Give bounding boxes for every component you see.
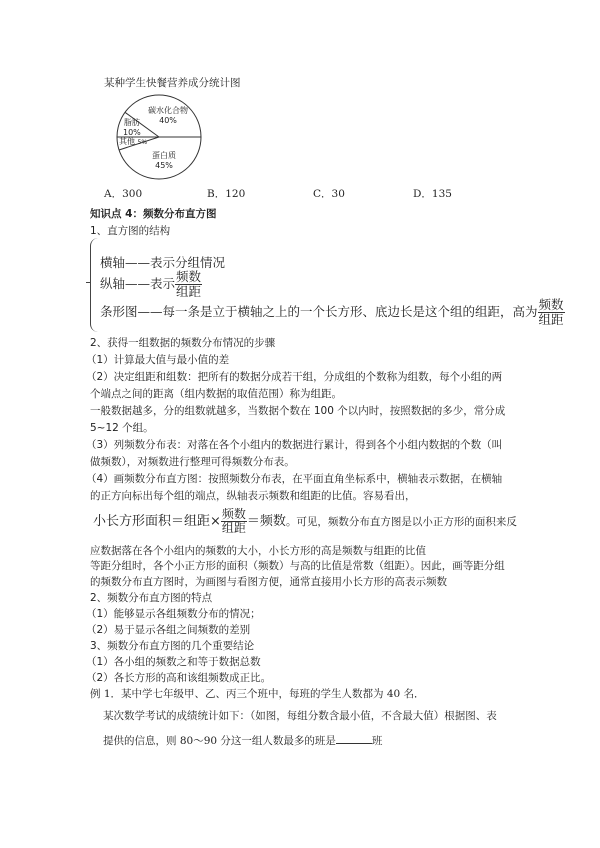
fraction <box>175 270 202 299</box>
s2-title: 2、获得一组数据的频数分布情况的步骤 <box>90 337 276 349</box>
s2-step3-line1: （3）列频数分布表：对落在各个小组内的数据进行累计，得到各个小组内数据的个数（叫 <box>86 439 503 451</box>
para-line3: 的频数分布直方图时，为画图与看图方便，通常直接用小长方形的高表示频数 <box>90 576 447 588</box>
fraction-numerator: 频数 <box>176 269 202 284</box>
para-line2: 等距分组时，各个小正方形的面积（频数）与高的比值是常数（组距）。因此，画等距分组 <box>90 560 505 572</box>
s2-step2-line1: （2）决定组距和组数：把所有的数据分成若干组，分成组的个数称为组数，每个小组的两 <box>86 371 503 383</box>
example-line3 <box>103 732 382 748</box>
s4-title: 3、频数分布直方图的几个重要结论 <box>90 640 255 652</box>
left-brace <box>90 238 99 332</box>
example-question-tail: 班 <box>371 735 383 747</box>
s1-bar-chart <box>100 298 565 327</box>
section-title: 知识点 4：频数分布直方图 <box>90 208 217 220</box>
fraction <box>538 298 565 327</box>
s3-item1: （1）能够显示各组频数分布的情况； <box>86 608 261 620</box>
pie-label-fat-name: 脂肪 <box>123 118 140 127</box>
pie-label-protein-name: 蛋白质 <box>152 151 176 160</box>
s4-item2: （2）各长方形的高和该组频数成正比。 <box>86 672 272 684</box>
pie-label-other-value: 5% <box>137 139 148 146</box>
example-question: 提供的信息，则 80～90 分这一组人数最多的班是 <box>103 735 336 747</box>
s2-step4-line2: 的正方向标出每个组的端点，纵轴表示频数和组距的比值。容易看出， <box>90 490 416 502</box>
pie-label-carbs-value: 40% <box>159 116 177 125</box>
formula-lhs: 小长方形面积＝组距× <box>93 514 221 530</box>
formula-tail: 。可见，频数分布直方图是以小正方形的面积来反 <box>285 516 517 529</box>
answer-blank[interactable] <box>336 732 372 744</box>
choice-c: C．30 <box>313 188 345 200</box>
s1-title: 1、直方图的结构 <box>90 225 171 237</box>
s3-title: 2、频数分布直方图的特点 <box>90 592 213 604</box>
s2-note-line1: 一般数据越多，分的组数就越多，当数据个数在 100 个以内时，按照数据的多少，常分成 <box>90 405 506 417</box>
pie-label-fat-value: 10% <box>123 128 141 137</box>
s2-step3-line2: 做频数），对频数进行整理可得频数分布表。 <box>90 456 295 468</box>
pie-label-carbs <box>148 106 188 126</box>
pie-label-protein <box>152 151 176 171</box>
s2-note-line2: 5~12 个组。 <box>90 422 154 434</box>
s2-step2-line2: 个端点之间的距离（组内数据的取值范围）称为组距。 <box>90 388 342 400</box>
pie-label-protein-value: 45% <box>155 161 173 170</box>
formula-rhs: ＝频数 <box>246 514 286 530</box>
pie-label-other <box>119 136 147 147</box>
s1-horizontal-axis: 横轴——表示分组情况 <box>100 255 226 270</box>
formula-line <box>93 508 517 535</box>
choice-a: A．300 <box>104 188 143 200</box>
s2-step4-line1: （4）画频数分布直方图：按照频数分布表，在平面直角坐标系中，横轴表示数据，在横轴 <box>86 473 503 485</box>
choice-d: D．135 <box>413 188 452 200</box>
fraction-numerator: 频数 <box>538 297 564 312</box>
example-line1: 例 1．某中学七年级甲、乙、丙三个班中，每班的学生人数都为 40 名． <box>90 688 425 700</box>
s1-vertical-axis <box>100 270 202 299</box>
choice-b: B．120 <box>207 188 246 200</box>
fraction-denominator: 组距 <box>176 283 202 299</box>
s4-item1: （1）各小组的频数之和等于数据总数 <box>86 656 261 668</box>
example-line2: 某次数学考试的成绩统计如下：（如图，每组分数含最小值，不含最大值）根据图、表 <box>103 710 497 722</box>
s3-item2: （2）易于显示各组之间频数的差别 <box>86 624 251 636</box>
pie-label-fat <box>123 118 141 138</box>
chart-title: 某种学生快餐营养成分统计图 <box>104 77 241 89</box>
para-line1: 应数据落在各个小组内的频数的大小，小长方形的高是频数与组距的比值 <box>90 545 426 557</box>
s2-step1: （1）计算最大值与最小值的差 <box>86 354 230 366</box>
fraction-denominator: 组距 <box>221 521 246 536</box>
fraction-denominator: 组距 <box>538 311 564 327</box>
fraction-numerator: 频数 <box>221 507 246 521</box>
pie-label-other-name: 其他 <box>119 137 135 146</box>
pie-label-carbs-name: 碳水化合物 <box>148 106 188 115</box>
fraction <box>221 508 247 535</box>
s1-vertical-prefix: 纵轴——表示 <box>100 275 176 291</box>
s1-bar-prefix: 条形图——每一条是立于横轴之上的一个长方形、底边长是这个组的组距，高为 <box>100 303 538 319</box>
